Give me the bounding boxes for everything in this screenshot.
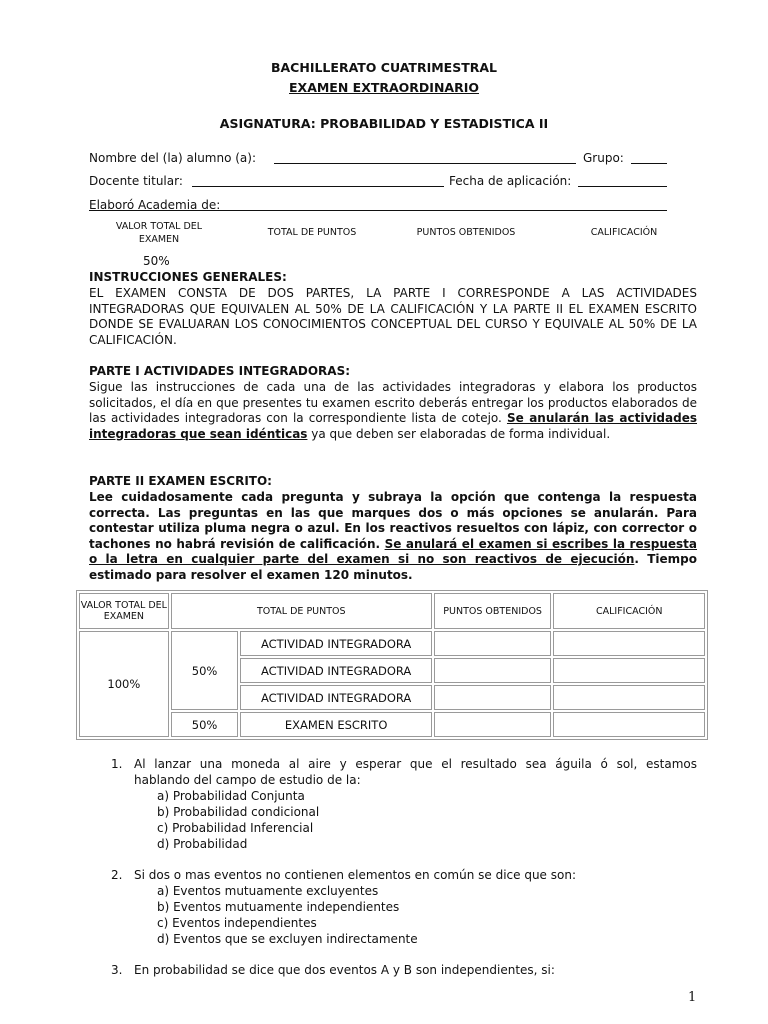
part2-paragraph — [89, 490, 697, 584]
part2-title: PARTE II EXAMEN ESCRITO: — [89, 474, 272, 488]
part1-tail: ya que deben ser elaboradas de forma individual. — [311, 426, 611, 441]
question-1-text-line2: hablando del campo de estudio de la: — [134, 773, 361, 787]
question-2-number: 2. — [111, 868, 123, 882]
table-header-points-obtained: PUNTOS OBTENIDOS — [434, 593, 552, 629]
table-header-row — [79, 593, 705, 629]
table-row — [79, 631, 705, 656]
group-label: Grupo: — [583, 151, 624, 165]
page-number: 1 — [688, 990, 697, 1005]
table-activity-3-points[interactable] — [434, 685, 552, 710]
part2-tail: . Tiempo estimado para resolver el examen 120 minutos. — [89, 552, 697, 582]
school-title: BACHILLERATO CUATRIMESTRAL — [270, 60, 497, 75]
question-3-text: En probabilidad se dice que dos eventos A y B son independientes, si: — [134, 963, 555, 977]
student-name-label: Nombre del (la) alumno (a): — [89, 151, 257, 165]
general-instructions-title: INSTRUCCIONES GENERALES: — [89, 270, 287, 284]
teacher-field[interactable] — [192, 186, 444, 187]
question-1-option-b[interactable]: b) Probabilidad condicional — [157, 805, 320, 819]
date-label: Fecha de aplicación: — [449, 174, 572, 188]
general-instructions-text: EL EXAMEN CONSTA DE DOS PARTES, LA PARTE I CORRESPONDE A LAS ACTIVIDADES INTEGRADORAS QUE EQUIVALEN AL 50% DE LA CALIFICACIÓN Y LA PARTE II EL EXAMEN ESCRITO DONDE SE EVALUARAN LOS CONOCIMIENTOS CONCEPTUAL DEL CURSO Y EQUIVALE AL 50% DE LA CALIFICACIÓN. — [89, 286, 697, 347]
table-exam-points[interactable] — [434, 712, 552, 737]
question-1-option-a[interactable]: a) Probabilidad Conjunta — [157, 789, 305, 803]
question-3-number: 3. — [111, 963, 123, 977]
summary-total-points-header: TOTAL DE PUNTOS — [267, 227, 357, 238]
table-header-grade: CALIFICACIÓN — [553, 593, 705, 629]
table-header-total-points: TOTAL DE PUNTOS — [171, 593, 432, 629]
summary-grade-header: CALIFICACIÓN — [590, 227, 658, 238]
table-part1-pct: 50% — [171, 631, 239, 710]
table-activity-1: ACTIVIDAD INTEGRADORA — [240, 631, 431, 656]
teacher-label: Docente titular: — [89, 174, 183, 188]
question-1-option-c[interactable]: c) Probabilidad Inferencial — [157, 821, 314, 835]
student-name-field[interactable] — [274, 163, 576, 164]
part1-paragraph — [89, 380, 697, 442]
table-activity-2-points[interactable] — [434, 658, 552, 683]
question-2-option-d[interactable]: d) Eventos que se excluyen indirectamente — [157, 932, 418, 946]
part1-title: PARTE I ACTIVIDADES INTEGRADORAS: — [89, 364, 351, 378]
question-2-option-c[interactable]: c) Eventos independientes — [157, 916, 317, 930]
question-1-number: 1. — [111, 757, 123, 771]
table-part2-pct: 50% — [171, 712, 239, 737]
table-activity-3-grade[interactable] — [553, 685, 705, 710]
table-activity-1-points[interactable] — [434, 631, 552, 656]
question-2-option-b[interactable]: b) Eventos mutuamente independientes — [157, 900, 400, 914]
part2-text: Lee cuidadosamente cada pregunta y subraya la opción que contenga la respuesta correcta. Las preguntas en las que marques dos o más opciones se anularán. Para contestar utiliza pluma negra o azul. En los reactivos resueltos con lápiz, con corrector o tachones no habrá revisión de calificación. — [89, 490, 697, 551]
subject-title: ASIGNATURA: PROBABILIDAD Y ESTADISTICA II — [219, 116, 549, 131]
part1-emphasis: Se anularán las actividades integradoras que sean idénticas — [89, 411, 697, 441]
summary-value: 50% — [143, 254, 170, 268]
table-activity-2: ACTIVIDAD INTEGRADORA — [240, 658, 431, 683]
group-field[interactable] — [631, 163, 667, 164]
part1-text: Sigue las instrucciones de cada una de las actividades integradoras y elabora los productos solicitados, el día en que presentes tu examen escrito deberás entregar los productos elaborados de las actividades integradoras con la correspondiente lista de cotejo. — [89, 380, 697, 426]
date-field[interactable] — [578, 186, 667, 187]
table-exam-grade[interactable] — [553, 712, 705, 737]
table-exam: EXAMEN ESCRITO — [240, 712, 431, 737]
table-row — [79, 712, 705, 737]
academy-label: Elaboró Academia de: — [89, 198, 221, 212]
part2-emphasis: Se anulará el examen si escribes la respuesta o la letra en cualquier parte del examen si no son reactivos de ejecución — [89, 536, 698, 567]
exam-type-text: EXAMEN EXTRAORDINARIO — [289, 80, 479, 95]
table-activity-1-grade[interactable] — [553, 631, 705, 656]
question-2-text: Si dos o mas eventos no contienen elementos en común se dice que son: — [134, 868, 576, 882]
question-1-text-line1: Al lanzar una moneda al aire y esperar que el resultado sea águila ó sol, estamos — [134, 757, 697, 771]
table-activity-3: ACTIVIDAD INTEGRADORA — [240, 685, 431, 710]
table-activity-2-grade[interactable] — [553, 658, 705, 683]
grading-table — [76, 590, 708, 740]
academy-field[interactable] — [89, 210, 667, 211]
table-total-cell: 100% — [79, 631, 169, 737]
exam-type-title — [0, 80, 768, 95]
summary-points-obtained-header: PUNTOS OBTENIDOS — [416, 227, 516, 238]
question-2-option-a[interactable]: a) Eventos mutuamente excluyentes — [157, 884, 379, 898]
summary-total-value-header: VALOR TOTAL DEL EXAMEN — [115, 221, 203, 245]
question-1-option-d[interactable]: d) Probabilidad — [157, 837, 248, 851]
table-header-total-value: VALOR TOTAL DEL EXAMEN — [79, 593, 169, 629]
